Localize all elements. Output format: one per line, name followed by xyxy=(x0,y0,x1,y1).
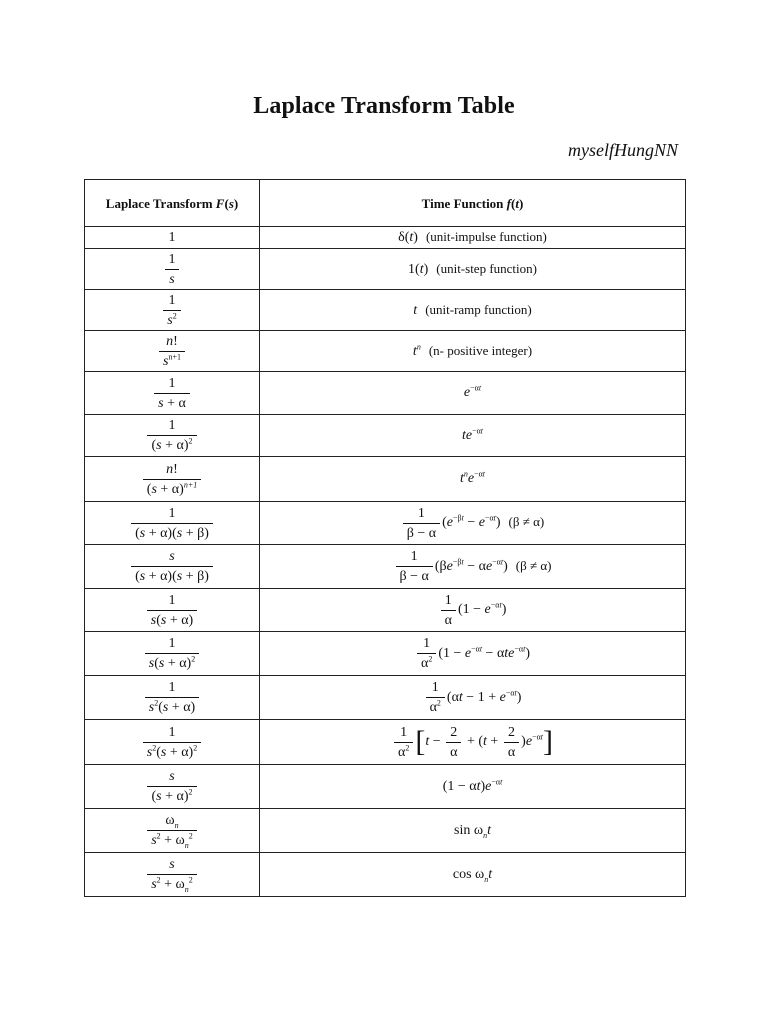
time-function-cell: δ(t) (unit-impulse function) xyxy=(260,227,686,249)
laplace-cell: $\frac{1}{s(s + \alpha)}$ xyxy=(85,589,260,632)
laplace-cell: $\frac{s}{(s + \alpha)^2}$ xyxy=(85,765,260,809)
table-row xyxy=(85,415,686,457)
laplace-cell: $\frac{n!}{s^{n+1}}$ xyxy=(85,331,260,372)
table-header-row xyxy=(85,180,686,227)
laplace-cell: $\frac{1}{s^2(s + \alpha)}$ xyxy=(85,676,260,720)
time-function-cell: $\frac{1}{\alpha}$ $(1 - e^{-\alpha t})$ xyxy=(260,589,686,632)
author-name: myselfHungNN xyxy=(568,140,678,160)
table-row xyxy=(85,676,686,720)
table-row xyxy=(85,809,686,853)
table-row xyxy=(85,227,686,249)
laplace-cell: $\frac{1}{s^2}$ xyxy=(85,290,260,331)
time-function-cell: $\frac{1}{\alpha^2}$ [t − $\frac{2}{\alpha}$ + (t + $\frac{2}{\alpha}$ )$e^{-\alpha t}$] xyxy=(260,720,686,765)
laplace-cell: $\frac{1}{(s + \alpha)(s + \beta)}$ xyxy=(85,502,260,545)
table-row xyxy=(85,290,686,331)
header-laplace-transform: Laplace Transform F(s) xyxy=(85,180,260,227)
time-function-cell: 1(t) (unit-step function) xyxy=(260,249,686,290)
time-function-cell: $(1 - \alpha t)e^{-\alpha t}$ xyxy=(260,765,686,809)
laplace-cell: $\frac{1}{(s + \alpha)^2}$ xyxy=(85,415,260,457)
laplace-cell: 1 xyxy=(85,227,260,249)
table-row xyxy=(85,331,686,372)
table-row xyxy=(85,765,686,809)
page-title: Laplace Transform Table xyxy=(253,93,515,119)
laplace-cell: $\frac{\omega_n}{s^2 + \omega_n^2}$ xyxy=(85,809,260,853)
time-function-cell: $\cos \omega_nt$ xyxy=(260,853,686,897)
time-function-cell: $\frac{1}{\beta - \alpha}$ $(e^{-\beta t} - e^{-\alpha t}) (\beta \ne \alpha)$ xyxy=(260,502,686,545)
laplace-cell: $\frac{1}{s(s + \alpha)^2}$ xyxy=(85,632,260,676)
time-function-cell: $\frac{1}{\beta - \alpha}$ $(\beta e^{-\beta t} - \alpha e^{-\alpha t}) (\beta \ne \alpha)$ xyxy=(260,545,686,589)
header-time-function: Time Function f(t) xyxy=(260,180,686,227)
table-row xyxy=(85,632,686,676)
table-row xyxy=(85,249,686,290)
time-function-cell: $t^n$ (n- positive integer) xyxy=(260,331,686,372)
table-row xyxy=(85,372,686,415)
time-function-cell: t (unit-ramp function) xyxy=(260,290,686,331)
time-function-cell: $\frac{1}{\alpha^2}$ $(1 - e^{-\alpha t} - \alpha te^{-\alpha t})$ xyxy=(260,632,686,676)
laplace-cell: $\frac{1}{s}$ xyxy=(85,249,260,290)
time-function-cell: $\sin \omega_nt$ xyxy=(260,809,686,853)
laplace-cell: $\frac{1}{s^2(s + \alpha)^2}$ xyxy=(85,720,260,765)
laplace-cell: $\frac{s}{s^2 + \omega_n^2}$ xyxy=(85,853,260,897)
laplace-table xyxy=(84,179,686,897)
table-row xyxy=(85,853,686,897)
laplace-cell: $\frac{1}{s + \alpha}$ xyxy=(85,372,260,415)
table-row xyxy=(85,545,686,589)
laplace-cell: $\frac{s}{(s + \alpha)(s + \beta)}$ xyxy=(85,545,260,589)
time-function-cell: $\frac{1}{\alpha^2}$ $(\alpha t - 1 + e^{-\alpha t})$ xyxy=(260,676,686,720)
table-row xyxy=(85,720,686,765)
time-function-cell: $e^{-\alpha t}$ xyxy=(260,372,686,415)
table-row xyxy=(85,457,686,502)
table-row xyxy=(85,502,686,545)
table-row xyxy=(85,589,686,632)
laplace-cell: $\frac{n!}{(s + \alpha)^{n+1}}$ xyxy=(85,457,260,502)
time-function-cell: $t^ne^{-\alpha t}$ xyxy=(260,457,686,502)
time-function-cell: $te^{-\alpha t}$ xyxy=(260,415,686,457)
